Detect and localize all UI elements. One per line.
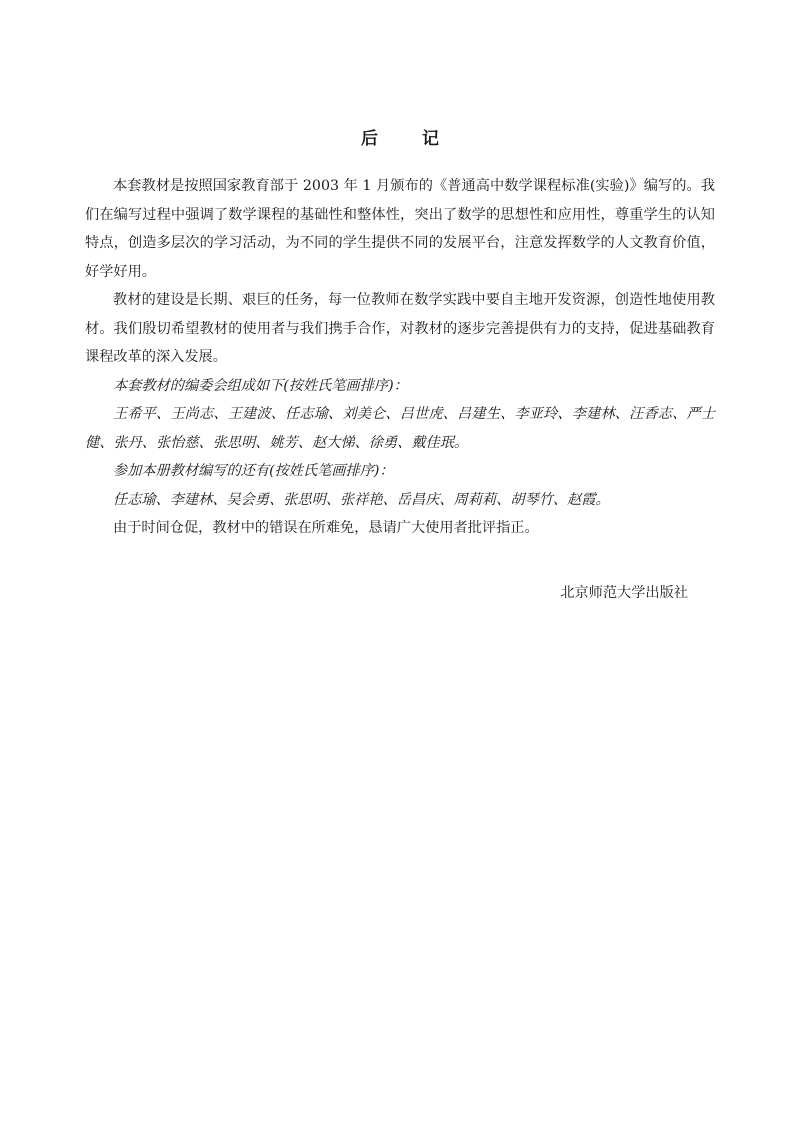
editors-heading: 本套教材的编委会组成如下(按姓氏笔画排序)：: [113, 377, 408, 394]
afterword-body: [85, 172, 715, 543]
publisher-signature: 北京师范大学出版社: [560, 585, 688, 601]
contributors-list: 任志瑜、李建林、吴会勇、张思明、张祥艳、岳昌庆、周莉莉、胡琴竹、赵霞。: [113, 491, 610, 508]
paragraph-materials: 教材的建设是长期、艰巨的任务，每一位教师在数学实践中要自主地开发资源，创造性地使用教材。我们殷切希望教材的使用者与我们携手合作，对教材的逐步完善提供有力的支持，促进基础教育课程改革的深入发展。: [85, 292, 715, 365]
contributors-heading: 参加本册教材编写的还有(按姓氏笔画排序)：: [113, 463, 394, 479]
editors-list: 王希平、王尚志、王建波、任志瑜、刘美仑、吕世虎、吕建生、李亚玲、李建林、汪香志、严士健、张丹、张怡慈、张思明、姚芳、赵大悌、徐勇、戴佳珉。: [85, 406, 715, 451]
page-title: [0, 124, 800, 149]
title-char-1: 后: [361, 129, 378, 149]
paragraph-closing: 由于时间仓促，教材中的错误在所难免，恳请广大使用者批评指正。: [113, 520, 539, 536]
paragraph-intro: 本套教材是按照国家教育部于 2003 年 1 月颁布的《普通高中数学课程标准(实验)》编写的。我们在编写过程中强调了数学课程的基础性和整体性，突出了数学的思想性和应用性，尊重学生的认知特点，创造多层次的学习活动，为不同的学生提供不同的发展平台，注意发挥数学的人文教育价值，好学好用。: [85, 178, 715, 280]
title-char-2: 记: [422, 129, 439, 149]
